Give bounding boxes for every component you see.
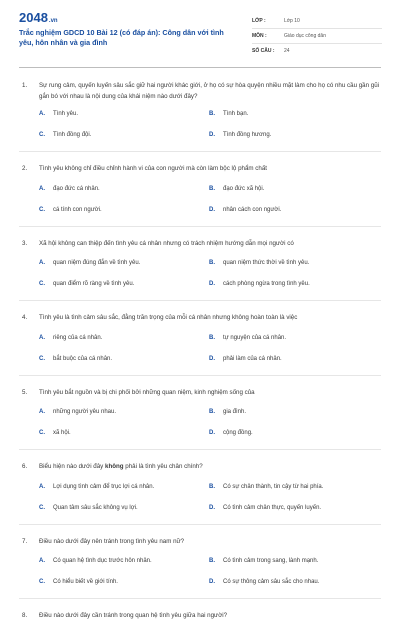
answer-text: cá tính con người. — [53, 206, 102, 213]
answer-option-a[interactable] — [39, 407, 209, 417]
answer-option-b[interactable] — [209, 482, 379, 492]
answer-text: Có tình cảm trong sang, lành mạnh. — [223, 558, 319, 564]
answer-list — [19, 556, 381, 587]
answer-text: Có quan hệ tình dục trước hôn nhân. — [53, 558, 152, 564]
question-item — [0, 450, 400, 524]
answer-option-b[interactable] — [209, 184, 379, 194]
answer-text: Có sự chân thành, tin cậy từ hai phía. — [223, 483, 324, 490]
answer-text: cách phòng ngừa trong tình yêu. — [223, 281, 310, 287]
answer-letter: A. — [39, 111, 45, 117]
answer-option-d[interactable] — [209, 279, 379, 289]
question-item — [0, 152, 400, 226]
meta-value: 24 — [284, 48, 290, 54]
answer-letter: D. — [209, 281, 215, 287]
answer-letter: B. — [209, 558, 215, 564]
question-text — [19, 313, 381, 324]
meta-row-class — [252, 14, 382, 29]
meta-label: MÔN : — [252, 33, 267, 39]
site-logo[interactable] — [19, 11, 58, 28]
answer-list — [19, 258, 381, 289]
answer-option-b[interactable] — [209, 556, 379, 566]
document-title: Trắc nghiệm GDCD 10 Bài 12 (có đáp án): Công dân với tình yêu, hôn nhân và gia đình — [19, 28, 224, 47]
question-text-before: Điều nào dưới đây cần tránh trong quan hệ tình yêu giữa hai người? — [39, 612, 228, 619]
answer-text: Tình đồng hương. — [223, 132, 272, 138]
question-text — [19, 164, 381, 175]
answer-text: cộng đồng. — [223, 430, 253, 436]
answer-text: Có sự thông cảm sâu sắc cho nhau. — [223, 579, 320, 585]
answer-option-c[interactable] — [39, 279, 209, 289]
question-text-bold: không — [105, 463, 124, 470]
meta-row-count — [252, 44, 382, 58]
answer-letter: C. — [39, 579, 45, 585]
question-list — [0, 68, 400, 622]
answer-option-d[interactable] — [209, 428, 379, 438]
answer-letter: C. — [39, 281, 45, 287]
answer-text: quan điểm rõ ràng về tình yêu. — [53, 281, 135, 287]
answer-letter: A. — [39, 483, 45, 490]
answer-text: bắt buộc của cá nhân. — [53, 355, 113, 362]
question-text-before: Tình yêu bắt nguồn và bị chi phối bởi những quan niệm, kinh nghiệm sống của — [39, 388, 255, 396]
answer-option-a[interactable] — [39, 333, 209, 343]
answer-text: phải làm của cá nhân. — [223, 355, 282, 362]
answer-option-d[interactable] — [209, 130, 379, 140]
answer-option-a[interactable] — [39, 482, 209, 492]
answer-letter: D. — [209, 132, 215, 138]
answer-letter: B. — [209, 185, 215, 192]
logo-tld: .vn — [48, 18, 58, 24]
answer-letter: D. — [209, 430, 215, 436]
answer-option-c[interactable] — [39, 205, 209, 215]
question-number: 7. — [22, 537, 28, 545]
answer-text: Có tình cảm chân thực, quyến luyến. — [223, 504, 322, 511]
answer-text: xã hội. — [53, 430, 71, 436]
question-text-before: Xã hội không can thiệp đến tình yêu cá nhân nhưng có trách nhiệm hướng dẫn mọi người có — [39, 239, 294, 247]
question-number: 4. — [22, 314, 28, 321]
meta-value: Giáo dục công dân — [284, 33, 326, 39]
meta-label: LỚP : — [252, 18, 266, 24]
answer-text: Lợi dụng tình cảm để trục lợi cá nhân. — [53, 483, 155, 490]
answer-option-c[interactable] — [39, 130, 209, 140]
answer-option-a[interactable] — [39, 556, 209, 566]
answer-letter: D. — [209, 504, 215, 511]
answer-list — [19, 184, 381, 215]
answer-option-d[interactable] — [209, 503, 379, 513]
answer-text: Quan tâm sâu sắc không vụ lợi. — [53, 504, 138, 511]
answer-option-b[interactable] — [209, 333, 379, 343]
answer-option-b[interactable] — [209, 109, 379, 119]
answer-list — [19, 482, 381, 513]
answer-text: gia đình. — [223, 409, 247, 415]
answer-letter: C. — [39, 206, 45, 213]
answer-letter: B. — [209, 334, 215, 341]
question-item — [0, 525, 400, 599]
question-number: 5. — [22, 388, 28, 396]
answer-option-c[interactable] — [39, 354, 209, 364]
answer-text: Tình đồng đội. — [53, 132, 92, 138]
answer-text: đạo đức cá nhân. — [53, 185, 100, 192]
answer-letter: C. — [39, 430, 45, 436]
answer-option-c[interactable] — [39, 428, 209, 438]
answer-text: quan niệm đúng đắn về tình yêu. — [53, 260, 141, 266]
question-text-before: Điều nào dưới đây nên tránh trong tình yêu nam nữ? — [39, 537, 185, 545]
answer-letter: A. — [39, 409, 45, 415]
answer-letter: A. — [39, 558, 45, 564]
question-text-after: phải là tình yêu chân chính? — [123, 463, 203, 470]
answer-letter: A. — [39, 185, 45, 192]
answer-letter: C. — [39, 504, 45, 511]
answer-letter: D. — [209, 206, 215, 213]
question-text — [19, 388, 381, 399]
question-number: 1. — [22, 82, 28, 89]
question-text-before: Tình yêu là tình cảm sâu sắc, đằng trăn trọng của mỗi cá nhân nhưng không hoàn toàn là việc — [39, 314, 298, 321]
answer-option-c[interactable] — [39, 503, 209, 513]
answer-option-d[interactable] — [209, 205, 379, 215]
answer-text: những người yêu nhau. — [53, 409, 117, 415]
question-item — [0, 301, 400, 375]
question-number: 8. — [22, 612, 28, 619]
meta-label: SỐ CÂU : — [252, 48, 275, 54]
question-item — [0, 68, 400, 151]
logo-main: 2048 — [19, 10, 48, 25]
question-number: 3. — [22, 239, 28, 247]
answer-text: Có hiểu biết về giới tính. — [53, 579, 118, 585]
answer-option-d[interactable] — [209, 577, 379, 587]
meta-row-subject — [252, 29, 382, 44]
answer-text: đạo đức xã hội. — [223, 185, 265, 192]
answer-letter: B. — [209, 409, 215, 415]
answer-letter: D. — [209, 355, 215, 362]
answer-letter: B. — [209, 111, 215, 117]
answer-letter: A. — [39, 334, 45, 341]
question-text — [19, 611, 381, 622]
answer-letter: B. — [209, 483, 215, 490]
question-text-before: Tình yêu không chỉ điều chỉnh hành vi của con người mà còn làm bộc lộ phẩm chất — [39, 165, 267, 172]
answer-list — [19, 333, 381, 364]
question-text — [19, 81, 381, 102]
answer-letter: A. — [39, 260, 45, 266]
answer-option-b[interactable] — [209, 407, 379, 417]
question-text — [19, 537, 381, 548]
answer-option-a[interactable] — [39, 258, 209, 268]
question-text-before: Biểu hiện nào dưới đây — [39, 463, 105, 470]
answer-option-a[interactable] — [39, 184, 209, 194]
answer-letter: C. — [39, 355, 45, 362]
answer-option-c[interactable] — [39, 577, 209, 587]
question-item — [0, 599, 400, 622]
answer-option-a[interactable] — [39, 109, 209, 119]
meta-value: Lớp 10 — [284, 18, 300, 24]
answer-text: nhân cách con người. — [223, 206, 282, 213]
answer-list — [19, 407, 381, 438]
document-meta — [252, 14, 382, 58]
answer-list — [19, 109, 381, 140]
answer-letter: B. — [209, 260, 215, 266]
answer-option-d[interactable] — [209, 354, 379, 364]
answer-text: tự nguyện của cá nhân. — [223, 334, 287, 341]
answer-text: riêng của cá nhân. — [53, 334, 103, 341]
question-text — [19, 462, 381, 473]
answer-text: quan niệm thức thời về tình yêu. — [223, 260, 310, 266]
answer-option-b[interactable] — [209, 258, 379, 268]
answer-letter: C. — [39, 132, 45, 138]
question-text — [19, 239, 381, 250]
question-number: 6. — [22, 463, 28, 470]
answer-text: Tình bạn. — [223, 111, 249, 117]
document-header — [0, 0, 400, 64]
answer-text: Tình yêu. — [53, 111, 79, 117]
question-item — [0, 376, 400, 450]
question-item — [0, 227, 400, 301]
question-text-before: Sự rung cảm, quyến luyến sâu sắc giữ hai người khác giới, ở họ có sự hòa quyện nhiều mặt làm cho họ có nhu cầu gần gũi gắn bó với nhau là nội dung của khái niệm nào dưới đây? — [39, 82, 380, 100]
question-number: 2. — [22, 165, 28, 172]
answer-letter: D. — [209, 579, 215, 585]
